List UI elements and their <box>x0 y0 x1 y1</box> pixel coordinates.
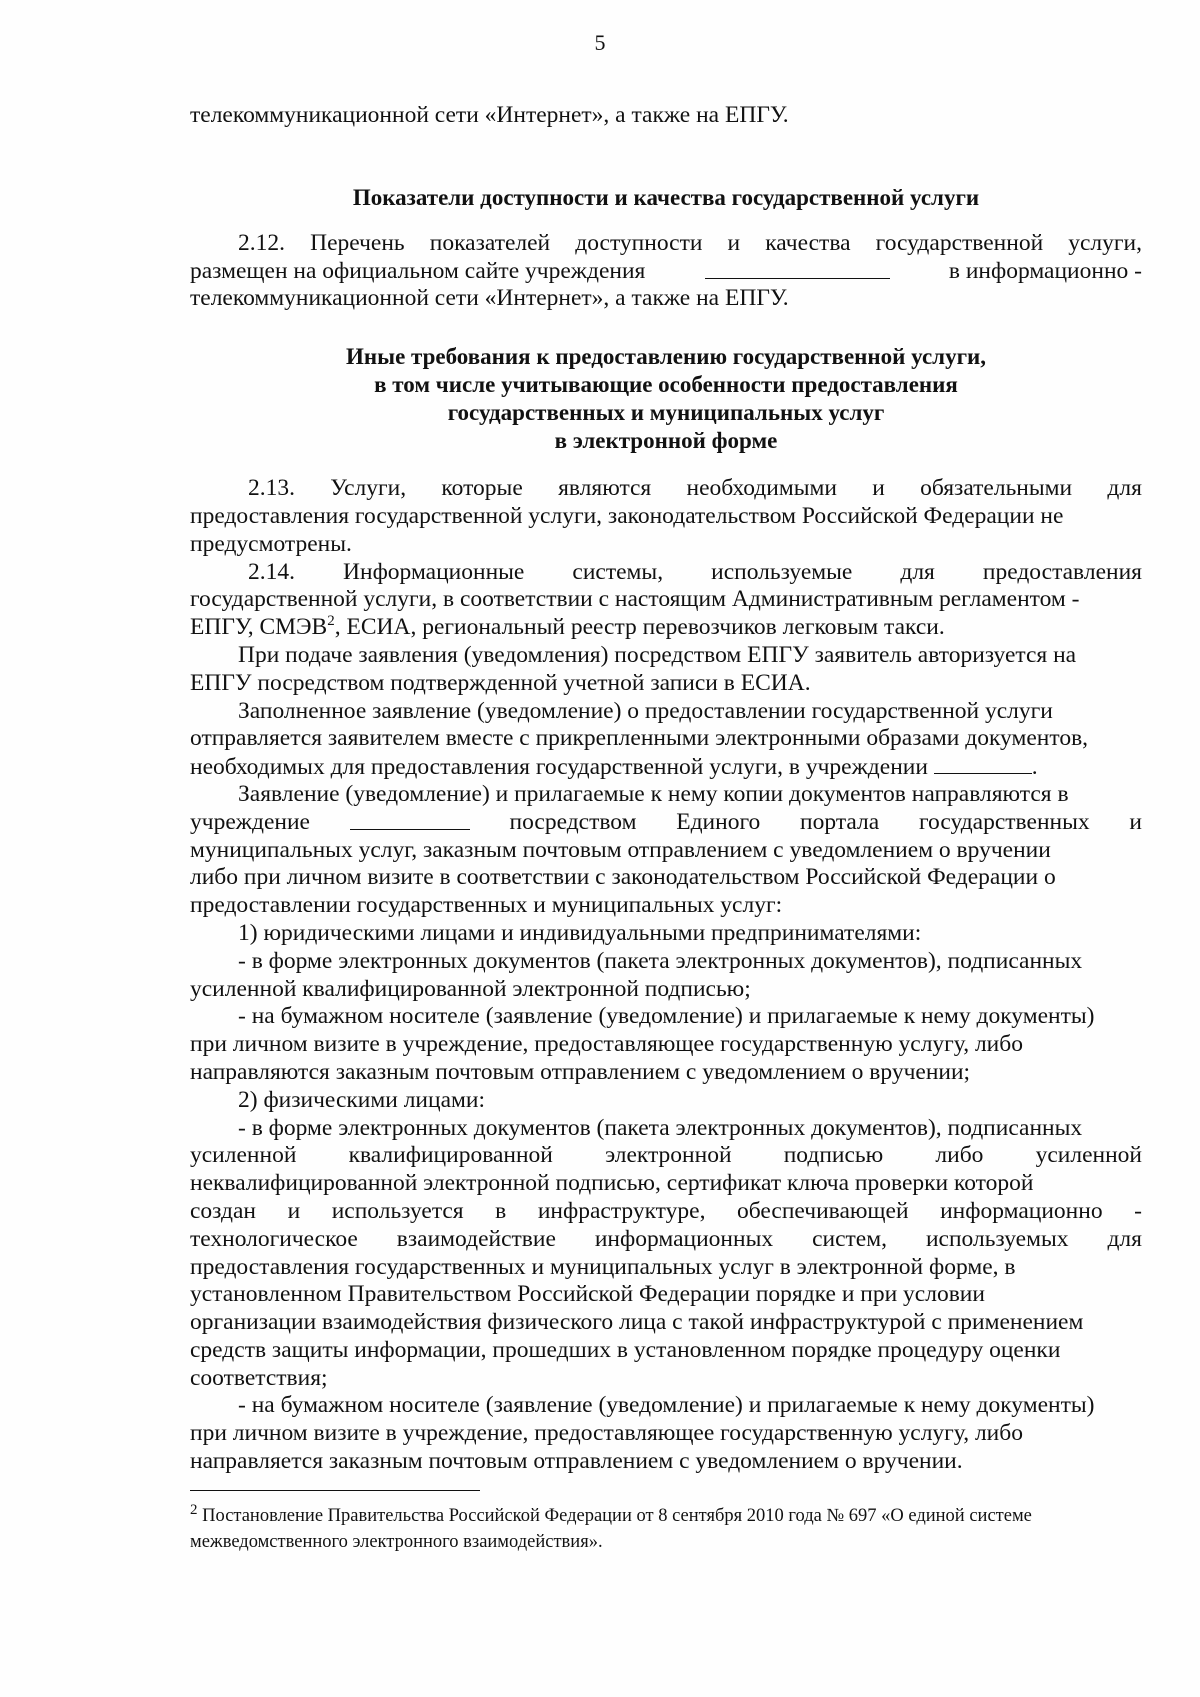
blank-field-institution <box>350 809 470 830</box>
paragraph-line: необходимых для предоставления государственной услуги, в учреждении . <box>190 754 1038 781</box>
document-body <box>190 102 1142 1476</box>
paragraph-line: - на бумажном носителе (заявление (уведомление) и прилагаемые к нему документы) <box>238 1003 1095 1030</box>
paragraph-2-14 <box>190 559 1142 642</box>
paragraph-2-12 <box>190 230 1142 313</box>
paragraph-line: предоставлении государственных и муниципальных услуг: <box>190 892 783 919</box>
footnote-reference: 2 <box>327 613 335 630</box>
section-heading-other-requirements <box>190 343 1142 455</box>
paragraph-line: Заполненное заявление (уведомление) о предоставлении государственной услуги <box>238 697 1053 724</box>
paragraph-line: соответствия; <box>190 1364 328 1391</box>
paragraph-line: предоставления государственной услуги, законодательством Российской Федерации не <box>190 502 1064 529</box>
heading-line: в электронной форме <box>554 428 778 454</box>
paragraph-line: либо при личном визите в соответствии с законодательством Российской Федерации о <box>190 864 1056 891</box>
paragraph-2-13 <box>190 475 1142 558</box>
page-number: 5 <box>594 30 606 55</box>
paragraph-line: 2.13. Услуги, которые являются необходимыми и обязательными для <box>248 475 1142 502</box>
paragraph-line: отправляется заявителем вместе с прикрепленными электронными образами документов, <box>190 725 1089 752</box>
list-item-legal-entities <box>190 920 1142 1087</box>
paragraph-line: - в форме электронных документов (пакета электронных документов), подписанных <box>238 1114 1083 1141</box>
heading-line: Иные требования к предоставлению государственной услуги, <box>345 344 987 370</box>
paragraph-line: ЕПГУ посредством подтвержденной учетной записи в ЕСИА. <box>190 669 811 696</box>
paragraph-line: создан и используется в инфраструктуре, обеспечивающей информационно - <box>190 1197 1142 1224</box>
footnote <box>190 1503 1142 1555</box>
paragraph-line: - на бумажном носителе (заявление (уведомление) и прилагаемые к нему документы) <box>238 1392 1095 1419</box>
paragraph-line: муниципальных услуг, заказным почтовым отправлением с уведомлением о вручении <box>190 836 1051 863</box>
paragraph-line: При подаче заявления (уведомления) посредством ЕПГУ заявитель авторизуется на <box>238 641 1077 668</box>
paragraph-line: - в форме электронных документов (пакета электронных документов), подписанных <box>238 947 1083 974</box>
paragraph-line: усиленной квалифицированной электронной подписью; <box>190 975 751 1002</box>
paragraph-line: направляются заказным почтовым отправлением с уведомлением о вручении; <box>190 1058 971 1085</box>
paragraph-line: 2.14. Информационные системы, используемые для предоставления <box>248 558 1142 585</box>
intro-line: телекоммуникационной сети «Интернет», а также на ЕПГУ. <box>190 102 789 128</box>
paragraph-line: неквалифицированной электронной подписью, сертификат ключа проверки которой <box>190 1170 1034 1197</box>
paragraph-line: установленном Правительством Российской Федерации порядке и при условии <box>190 1281 985 1308</box>
blank-field-institution <box>705 258 890 279</box>
paragraph-line: при личном визите в учреждение, предоставляющее государственную услугу, либо <box>190 1420 1023 1447</box>
paragraph-completed-application <box>190 698 1142 781</box>
footnote-mark: 2 <box>190 1501 198 1518</box>
paragraph-application-sending <box>190 781 1142 920</box>
paragraph-line: государственной услуги, в соответствии с настоящим Административным регламентом - <box>190 586 1080 613</box>
footnote-line: $^2$ Постановление Правительства Российской Федерации от 8 сентября 2010 года № 697 «О единой системе <box>190 1501 1032 1526</box>
paragraph-line: технологическое взаимодействие информационных систем, используемых для <box>190 1225 1142 1252</box>
paragraph-line: средств защиты информации, прошедших в установленном порядке процедуру оценки <box>190 1336 1061 1363</box>
paragraph-line: усиленной квалифицированной электронной подписью либо усиленной <box>190 1142 1142 1169</box>
list-item-individuals <box>190 1087 1142 1476</box>
paragraph-line: учреждение посредством Единого портала государственных и <box>190 808 1142 835</box>
paragraph-line: предусмотрены. <box>190 530 352 557</box>
paragraph-submission <box>190 642 1142 698</box>
paragraph-line: 2.12. Перечень показателей доступности и качества государственной услуги, <box>238 229 1142 256</box>
heading-line: в том числе учитывающие особенности предоставления <box>374 372 958 398</box>
paragraph-line: предоставления государственных и муниципальных услуг в электронной форме, в <box>190 1253 1016 1280</box>
heading-line: государственных и муниципальных услуг <box>447 400 885 426</box>
section-heading-availability: Показатели доступности и качества государственной услуги <box>352 184 980 210</box>
paragraph-line: размещен на официальном сайте учреждения в информационно - <box>190 257 1142 284</box>
list-item-title: 2) физическими лицами: <box>238 1086 485 1113</box>
paragraph-line: телекоммуникационной сети «Интернет», а также на ЕПГУ. <box>190 285 789 312</box>
paragraph-line: при личном визите в учреждение, предоставляющее государственную услугу, либо <box>190 1031 1023 1058</box>
paragraph-line: ЕПГУ, СМЭВ$^2$, ЕСИА, региональный реестр перевозчиков легковым такси. <box>190 613 945 641</box>
list-item-title: 1) юридическими лицами и индивидуальными предпринимателями: <box>238 919 922 946</box>
clause-number: 2.12. <box>238 229 285 256</box>
blank-field-institution <box>934 753 1032 774</box>
footnote-line: межведомственного электронного взаимодействия». <box>190 1532 603 1552</box>
paragraph-line: Заявление (уведомление) и прилагаемые к нему копии документов направляются в <box>238 780 1069 807</box>
paragraph-line: организации взаимодействия физического лица с такой инфраструктурой с применением <box>190 1309 1084 1336</box>
paragraph-line: направляется заказным почтовым отправлением с уведомлением о вручении. <box>190 1448 963 1475</box>
footnote-divider <box>190 1490 480 1491</box>
